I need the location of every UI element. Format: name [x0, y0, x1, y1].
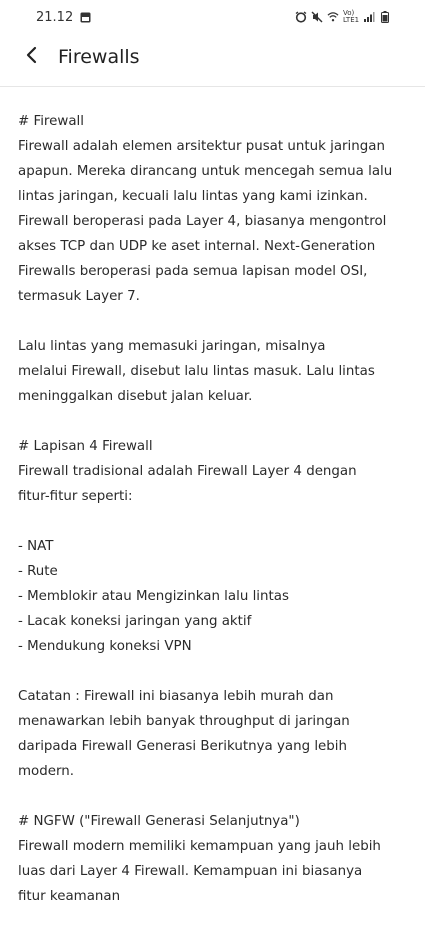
chevron-left-icon	[25, 46, 39, 68]
back-button[interactable]	[12, 37, 52, 77]
article-line: Firewall beroperasi pada Layer 4, biasanya mengontrol	[18, 214, 387, 229]
article-paragraph	[18, 109, 413, 309]
article-line: - Mendukung koneksi VPN	[18, 639, 192, 654]
article-line: fitur-fitur seperti:	[18, 489, 133, 504]
battery-icon	[379, 11, 391, 23]
article-line: daripada Firewall Generasi Berikutnya yang lebih	[18, 739, 347, 754]
article-line: - Memblokir atau Mengizinkan lalu lintas	[18, 589, 289, 604]
article-line: Firewalls beroperasi pada semua lapisan model OSI,	[18, 264, 368, 279]
article-line: Lalu lintas yang memasuki jaringan, misalnya	[18, 339, 326, 354]
article-line: apapun. Mereka dirancang untuk mencegah semua lalu	[18, 164, 393, 179]
article-line: Firewall adalah elemen arsitektur pusat untuk jaringan	[18, 139, 385, 154]
article-line: melalui Firewall, disebut lalu lintas masuk. Lalu lintas	[18, 364, 375, 379]
signal-icon	[363, 11, 375, 23]
article-line: Firewall tradisional adalah Firewall Layer 4 dengan	[18, 464, 357, 479]
article-line: lintas jaringan, kecuali lalu lintas yang kami izinkan.	[18, 189, 368, 204]
article-paragraph	[18, 534, 413, 659]
page-title: Firewalls	[58, 46, 140, 68]
article-line: - Lacak koneksi jaringan yang aktif	[18, 614, 252, 629]
article-line: luas dari Layer 4 Firewall. Kemampuan ini biasanya	[18, 864, 363, 879]
article-paragraph	[18, 334, 413, 409]
article-paragraph	[18, 684, 413, 784]
header-divider	[0, 86, 425, 87]
article-line: menawarkan lebih banyak throughput di jaringan	[18, 714, 350, 729]
gallery-notification-icon	[79, 11, 91, 23]
article-line: # NGFW ("Firewall Generasi Selanjutnya")	[18, 814, 300, 829]
article-line: - NAT	[18, 539, 54, 554]
article-line: akses TCP dan UDP ke aset internal. Next-Generation	[18, 239, 376, 254]
status-right	[295, 10, 391, 24]
status-bar	[0, 0, 425, 34]
wifi-icon	[327, 11, 339, 23]
network-label: Vo) LTE1	[343, 9, 360, 24]
article-line: termasuk Layer 7.	[18, 289, 140, 304]
article-line: Catatan : Firewall ini biasanya lebih murah dan	[18, 689, 334, 704]
article-line: fitur keamanan	[18, 889, 121, 904]
article-content	[18, 109, 413, 934]
article-line: # Firewall	[18, 114, 84, 129]
article-line: # Lapisan 4 Firewall	[18, 439, 153, 454]
mute-icon	[311, 11, 323, 23]
article-line: - Rute	[18, 564, 58, 579]
article-paragraph	[18, 434, 413, 509]
status-time: 21.12	[36, 9, 74, 25]
article-line: modern.	[18, 764, 74, 779]
status-left	[36, 10, 91, 25]
article-paragraph	[18, 809, 413, 909]
app-bar	[0, 34, 425, 80]
alarm-icon	[295, 11, 307, 23]
article-line: Firewall modern memiliki kemampuan yang jauh lebih	[18, 839, 381, 854]
article-line: meninggalkan disebut jalan keluar.	[18, 389, 253, 404]
